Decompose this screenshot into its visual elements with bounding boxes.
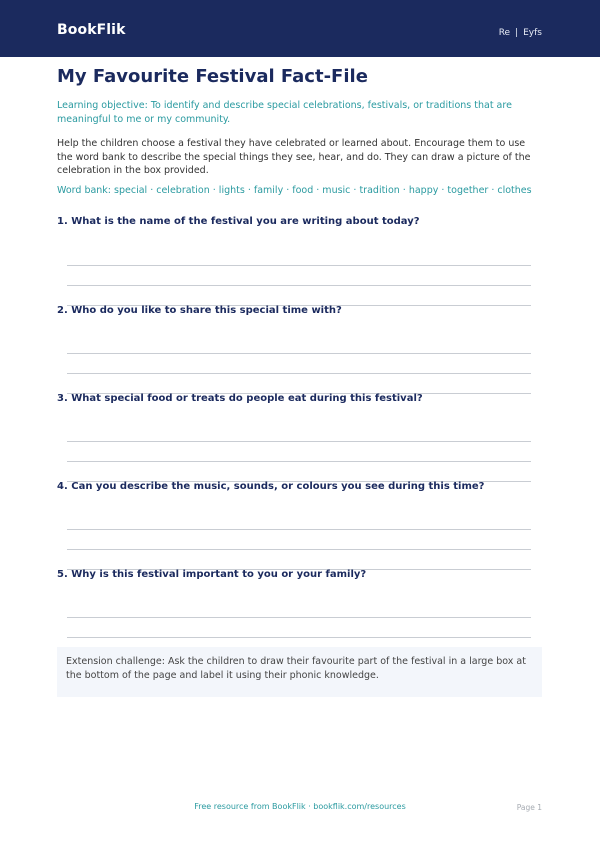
top-banner — [0, 0, 600, 57]
subject-label: Re — [498, 28, 511, 38]
answer-line[interactable] — [67, 373, 531, 374]
extension-challenge-text: Extension challenge: Ask the children to draw their favourite part of the festival in a large box at the bottom of the page and label it using their phonic knowledge. — [66, 656, 526, 681]
extension-challenge-box — [57, 647, 542, 697]
question-4: 4. Can you describe the music, sounds, or colours you see during this time? — [57, 481, 485, 492]
word-bank: Word bank: special · celebration · lights · family · food · music · tradition · happy · together · clothes — [57, 185, 532, 196]
answer-line[interactable] — [67, 441, 531, 442]
answer-line[interactable] — [67, 617, 531, 618]
answer-line[interactable] — [67, 637, 531, 638]
level-label: Eyfs — [523, 28, 542, 38]
answer-line[interactable] — [67, 265, 531, 266]
question-1: 1. What is the name of the festival you are writing about today? — [57, 216, 420, 227]
learning-objective: Learning objective: To identify and describe special celebrations, festivals, or traditions that are meaningful to me or my community. — [57, 100, 512, 125]
page-number: Page 1 — [516, 803, 542, 812]
answer-line[interactable] — [67, 285, 531, 286]
question-3: 3. What special food or treats do people eat during this festival? — [57, 393, 423, 404]
brand-logo-text[interactable]: BookFlik — [57, 22, 126, 38]
subject-level-label — [499, 28, 542, 38]
answer-line[interactable] — [67, 529, 531, 530]
teacher-instructions: Help the children choose a festival they have celebrated or learned about. Encourage them to use the word bank to describe the special things they see, hear, and do. They can draw a picture of the celebration in the box provided. — [57, 138, 531, 176]
answer-line[interactable] — [67, 353, 531, 354]
meta-separator: | — [515, 28, 519, 38]
answer-line[interactable] — [67, 549, 531, 550]
answer-line[interactable] — [67, 461, 531, 462]
question-2: 2. Who do you like to share this special time with? — [57, 305, 342, 316]
page-title: My Favourite Festival Fact-File — [57, 66, 368, 87]
question-5: 5. Why is this festival important to you or your family? — [57, 569, 367, 580]
footer-credit-link[interactable]: Free resource from BookFlik · bookflik.com/resources — [194, 802, 406, 811]
